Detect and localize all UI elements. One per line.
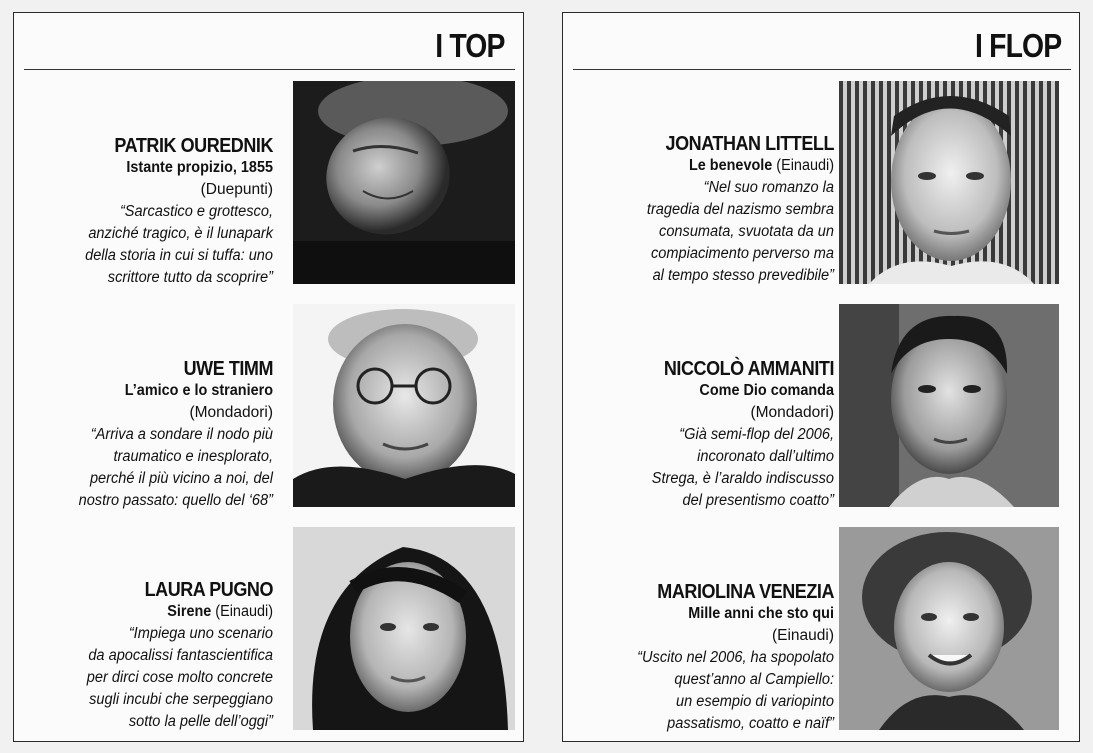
entry-text	[579, 581, 834, 735]
author-name: NICCOLÒ AMMANITI	[663, 358, 834, 380]
author-photo	[839, 304, 1059, 507]
author-photo	[293, 527, 515, 730]
book-title: Mille anni che sto qui	[688, 605, 834, 622]
book-title: L’amico e lo straniero	[124, 382, 274, 399]
flop-entry-littell	[563, 81, 1079, 284]
top-entry-pugno	[14, 527, 523, 730]
entry-text	[23, 579, 273, 733]
publisher: (Einaudi)	[776, 157, 834, 174]
quote-line: “Uscito nel 2006, ha spopolato	[637, 649, 834, 666]
entry-text	[579, 133, 834, 287]
quote-line: “Arriva a sondare il nodo più	[90, 426, 273, 443]
quote-line: traumatico e inesplorato,	[113, 448, 274, 465]
author-name: JONATHAN LITTELL	[665, 133, 834, 155]
quote-line: sotto la pelle dell’oggi”	[128, 713, 273, 730]
quote-line: del presentismo coatto”	[682, 492, 834, 509]
quote-line: incoronato dall’ultimo	[697, 448, 834, 465]
quote-line: Strega, è l’araldo indiscusso	[651, 470, 834, 487]
top-panel-title: I TOP	[435, 27, 505, 64]
author-name: UWE TIMM	[183, 358, 273, 380]
quote-line: sugli incubi che serpeggiano	[89, 691, 273, 708]
quote-line: al tempo stesso prevedibile”	[652, 267, 834, 284]
author-name: LAURA PUGNO	[144, 579, 273, 601]
author-photo	[839, 81, 1059, 284]
quote-line: nostro passato: quello del ‘68”	[78, 492, 273, 509]
entry-text	[579, 358, 834, 512]
quote-line: per dirci cose molto concrete	[86, 669, 273, 686]
flop-panel-rule	[573, 69, 1071, 70]
quote-line: “Già semi-flop del 2006,	[679, 426, 834, 443]
book-title: Istante propizio, 1855	[126, 159, 273, 176]
quote-line: “Impiega uno scenario	[128, 625, 273, 642]
publisher: (Mondadori)	[189, 404, 273, 421]
flop-panel-title: I FLOP	[974, 27, 1061, 64]
quote-line: “Nel suo romanzo la	[703, 179, 834, 196]
book-title: Le benevole	[688, 157, 773, 174]
entry-text	[23, 358, 273, 512]
publisher: (Duepunti)	[200, 181, 273, 198]
author-name: PATRIK OUREDNIK	[114, 135, 274, 157]
quote-line: scrittore tutto da scoprire”	[107, 269, 273, 286]
author-photo	[293, 304, 515, 507]
quote-line: passatismo, coatto e naïf”	[667, 715, 834, 732]
quote-line: “Sarcastico e grottesco,	[119, 203, 273, 220]
top-panel-rule	[24, 69, 515, 70]
author-photo	[839, 527, 1059, 730]
publisher: (Einaudi)	[771, 627, 834, 644]
book-title: Come Dio comanda	[699, 382, 834, 399]
top-entry-ourednik	[14, 81, 523, 284]
publisher: (Mondadori)	[750, 404, 834, 421]
quote-line: perché il più vicino a noi, del	[89, 470, 273, 487]
flop-panel	[562, 12, 1080, 742]
quote-line: anziché tragico, è il lunapark	[88, 225, 273, 242]
author-name: MARIOLINA VENEZIA	[657, 581, 834, 603]
publisher: (Einaudi)	[215, 603, 273, 620]
quote-line: consumata, svuotata da un	[659, 223, 834, 240]
top-entry-timm	[14, 304, 523, 507]
quote-line: compiacimento perverso ma	[650, 245, 834, 262]
quote-line: tragedia del nazismo sembra	[646, 201, 834, 218]
quote-line: quest’anno al Campiello:	[674, 671, 834, 688]
quote-line: un esempio di variopinto	[676, 693, 834, 710]
top-panel	[13, 12, 524, 742]
book-title: Sirene	[167, 603, 212, 620]
author-photo	[293, 81, 515, 284]
quote-line: della storia in cui si tuffa: uno	[85, 247, 273, 264]
flop-entry-ammaniti	[563, 304, 1079, 507]
flop-entry-venezia	[563, 527, 1079, 730]
quote-line: da apocalissi fantascientifica	[88, 647, 273, 664]
entry-text	[23, 135, 273, 289]
